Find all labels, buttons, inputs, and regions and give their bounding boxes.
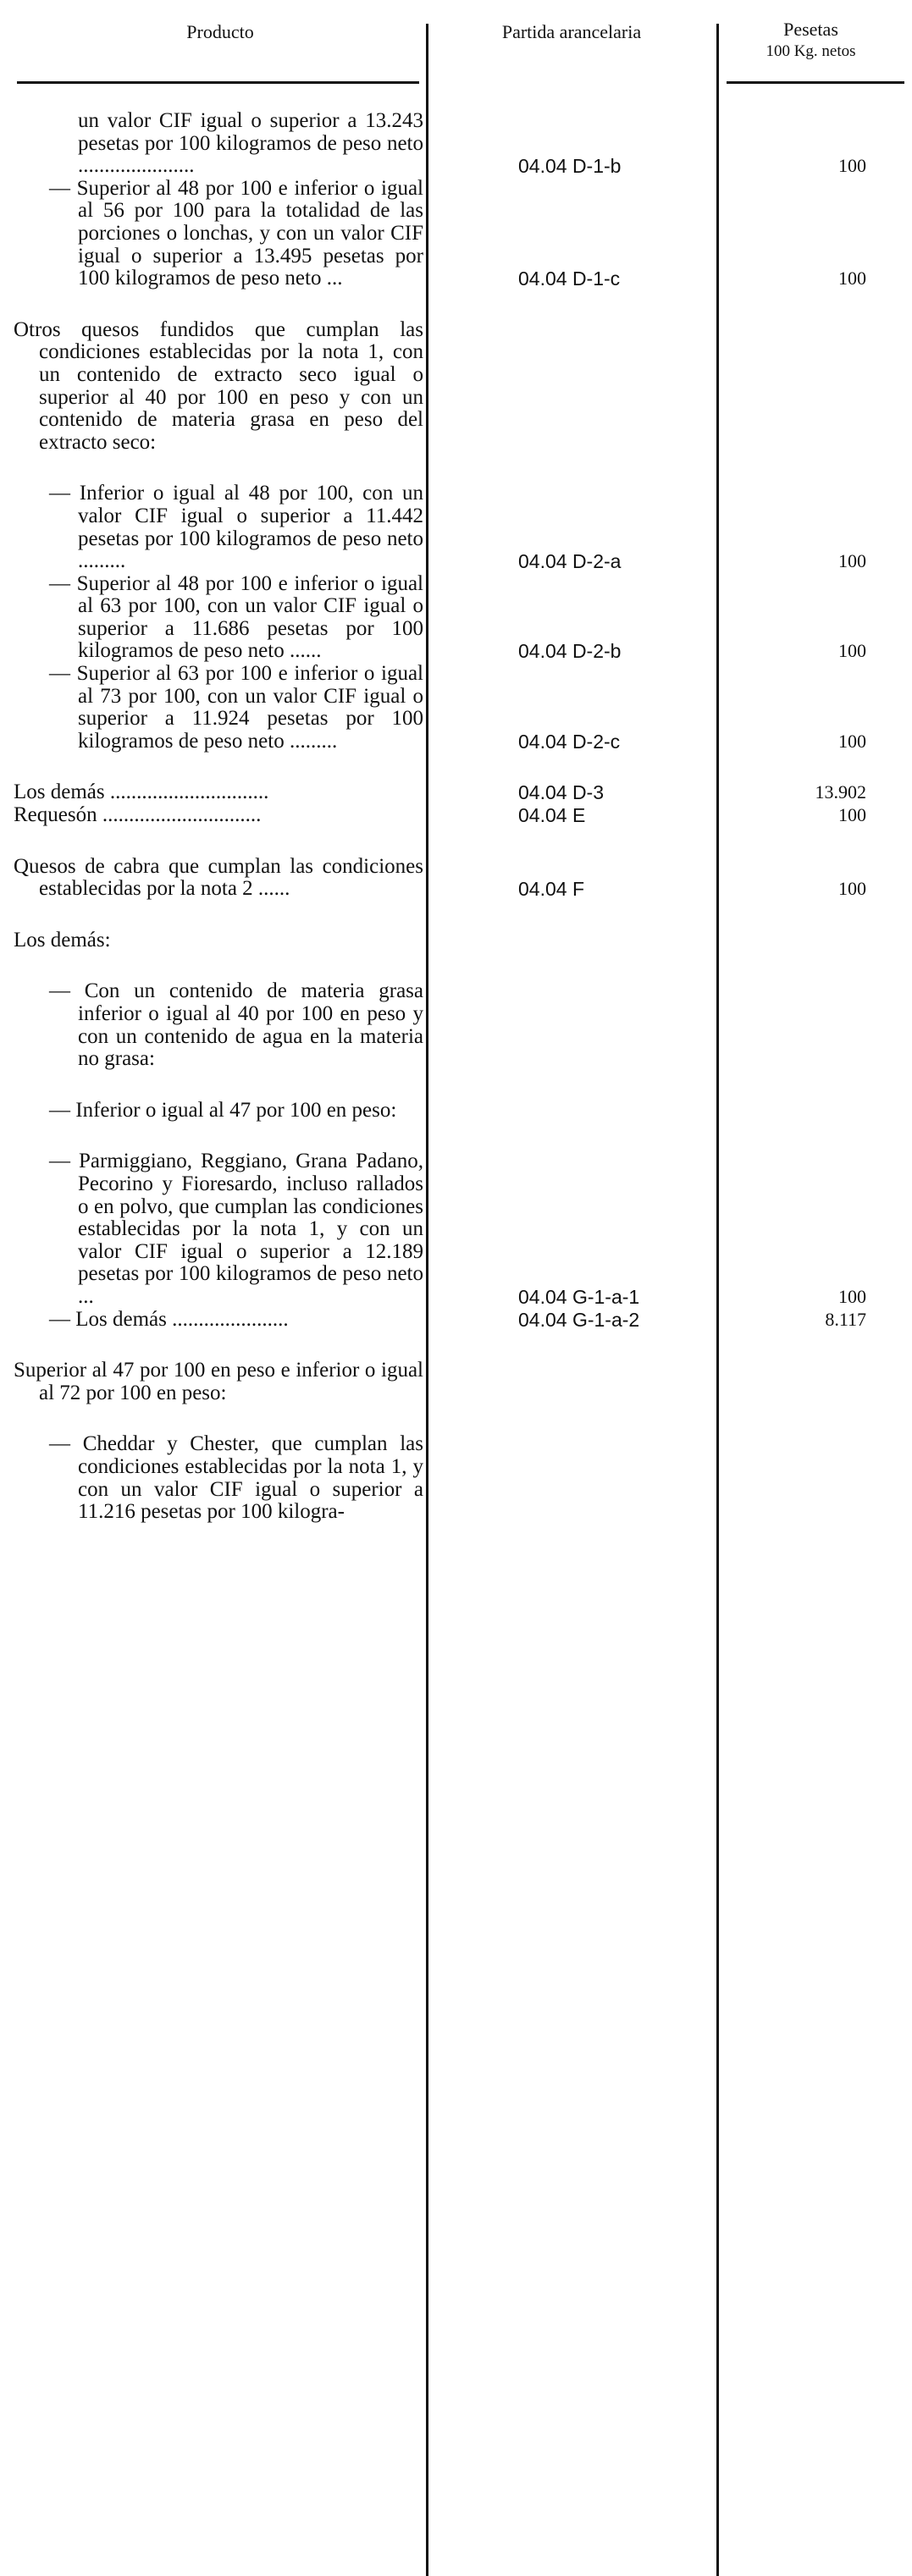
tariff-code: 04.04 D-2-c	[518, 730, 621, 753]
product-text: Quesos de cabra que cumplan las condiciones establecidas por la nota 2 ......	[14, 854, 423, 901]
table-row	[0, 1309, 912, 1332]
product-description	[0, 483, 423, 572]
table-row	[0, 1100, 912, 1123]
product-text: — Superior al 48 por 100 e inferior o igual al 63 por 100, con un valor CIF igual o superior a 11.686 pesetas por 100 kilogramos de peso neto ......	[49, 571, 423, 663]
tariff-code: 04.04 F	[518, 878, 584, 901]
product-text: un valor CIF igual o superior a 13.243 pesetas por 100 kilogramos de peso neto ......................	[78, 109, 423, 178]
table-row	[0, 319, 912, 455]
header-producto-label: Producto	[186, 21, 254, 42]
header-rule-pesetas	[727, 81, 904, 84]
product-description	[0, 804, 423, 827]
product-text: Los demás:	[14, 928, 111, 952]
product-text: — Inferior o igual al 47 por 100 en peso:	[49, 1098, 397, 1122]
header-pesetas	[720, 19, 902, 63]
header-pesetas-label: Pesetas	[783, 19, 838, 40]
product-text: — Con un contenido de materia grasa inferior o igual al 40 por 100 en peso y con un contenido de agua en la materia no grasa:	[49, 979, 423, 1071]
price-value: 100	[838, 878, 866, 900]
table-row	[0, 483, 912, 572]
product-text: Superior al 47 por 100 en peso e inferior o igual al 72 por 100 en peso:	[14, 1359, 423, 1404]
header-pesetas-sublabel: 100 Kg. netos	[766, 42, 856, 60]
product-description	[0, 856, 423, 901]
header-partida-label: Partida arancelaria	[501, 21, 642, 42]
tariff-code: 04.04 D-1-c	[518, 268, 621, 290]
product-text: — Superior al 63 por 100 e inferior o igual al 73 por 100, con un valor CIF igual o superior a 11.924 pesetas por 100 kilogramos de peso neto .........	[49, 662, 423, 753]
product-text: Los demás ..............................	[14, 781, 269, 804]
product-description	[0, 980, 423, 1070]
price-value: 100	[838, 804, 866, 826]
tariff-code: 04.04 G-1-a-2	[518, 1308, 640, 1331]
product-description	[0, 573, 423, 663]
price-value: 100	[838, 268, 866, 290]
product-text: — Inferior o igual al 48 por 100, con un valor CIF igual o superior a 11.442 pesetas por 100 kilogramos de peso neto .........	[49, 482, 423, 573]
table-row	[0, 804, 912, 827]
header-rule-producto	[17, 81, 419, 84]
product-description	[0, 1150, 423, 1308]
table-row	[0, 781, 912, 804]
header-partida	[432, 21, 711, 43]
tariff-code: 04.04 D-2-a	[518, 550, 622, 573]
product-description	[0, 1100, 423, 1123]
product-description	[0, 1433, 423, 1523]
tariff-code: 04.04 G-1-a-1	[518, 1285, 640, 1308]
price-value: 100	[838, 730, 866, 752]
price-value: 100	[838, 155, 866, 177]
table-row	[0, 1433, 912, 1523]
product-description	[0, 110, 423, 178]
product-description	[0, 319, 423, 455]
tariff-code: 04.04 D-2-b	[518, 640, 622, 663]
product-description	[0, 178, 423, 290]
table-row	[0, 980, 912, 1070]
product-text: Requesón ..............................	[14, 803, 262, 827]
tariff-code: 04.04 D-1-b	[518, 155, 622, 178]
table-row	[0, 663, 912, 753]
product-text: Otros quesos fundidos que cumplan las condiciones establecidas por la nota 1, con un contenido de extracto seco igual o superior al 40 por 100 en peso y con un contenido de materia grasa en peso del extracto seco:	[14, 317, 423, 454]
product-text: — Cheddar y Chester, que cumplan las condiciones establecidas por la nota 1, y con un valor CIF igual o superior a 11.216 pesetas por 100 kilogra-	[49, 1432, 423, 1524]
price-value: 8.117	[825, 1308, 866, 1330]
product-description	[0, 781, 423, 804]
price-value: 100	[838, 550, 866, 572]
table-row	[0, 929, 912, 952]
table-row	[0, 856, 912, 901]
product-description	[0, 1309, 423, 1332]
table-row	[0, 1360, 912, 1404]
tariff-code: 04.04 D-3	[518, 781, 605, 804]
product-description	[0, 1360, 423, 1404]
tariff-code: 04.04 E	[518, 804, 586, 827]
product-text: — Los demás ......................	[49, 1307, 289, 1331]
table-row	[0, 573, 912, 663]
table-row	[0, 1150, 912, 1308]
product-text: — Superior al 48 por 100 e inferior o igual al 56 por 100 para la totalidad de las porciones o lonchas, y con un valor CIF igual o superior a 13.495 pesetas por 100 kilogramos de peso neto ...	[49, 176, 423, 290]
header-producto	[17, 21, 423, 43]
product-text: — Parmiggiano, Reggiano, Grana Padano, Pecorino y Fioresardo, incluso rallados o en polvo, que cumplan las condiciones establecidas por la nota 1, y con un valor CIF igual o superior a 12.189 pesetas por 100 kilogramos de peso neto ...	[49, 1150, 423, 1308]
product-description	[0, 663, 423, 753]
product-description	[0, 929, 423, 952]
price-value: 100	[838, 1285, 866, 1307]
price-value: 13.902	[815, 781, 866, 803]
table-body	[0, 110, 912, 1553]
table-row	[0, 178, 912, 290]
table-row	[0, 110, 912, 178]
price-value: 100	[838, 640, 866, 662]
